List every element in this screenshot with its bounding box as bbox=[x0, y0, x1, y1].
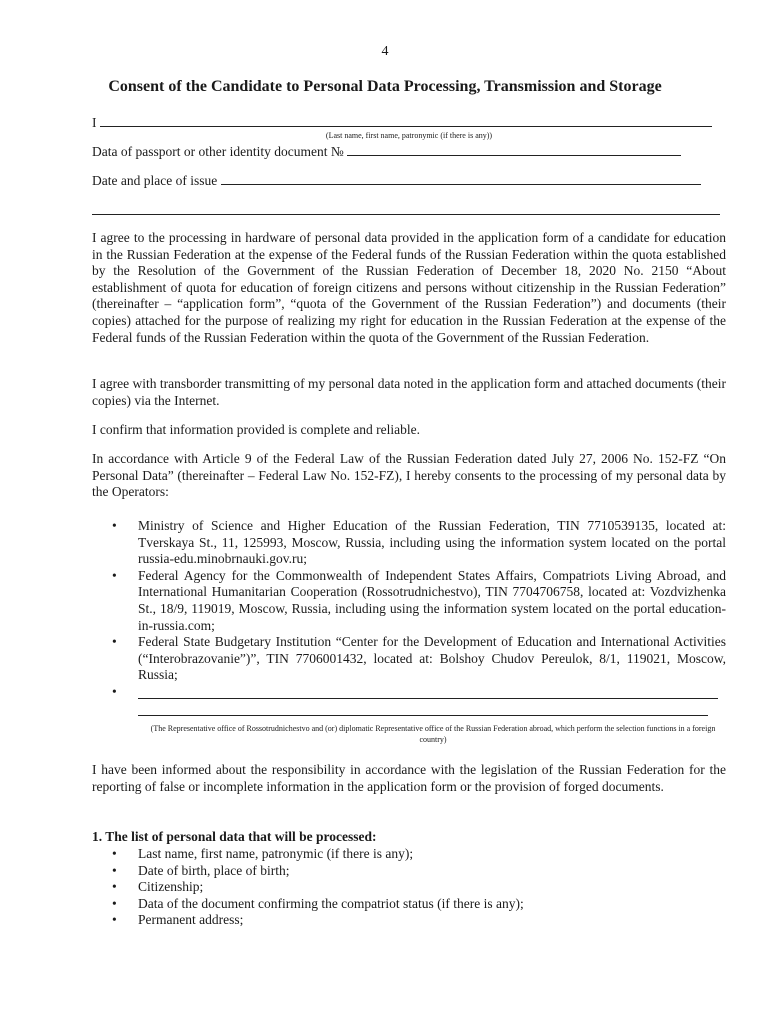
passport-field[interactable] bbox=[347, 143, 681, 156]
name-caption: (Last name, first name, patronymic (if there is any)) bbox=[325, 131, 493, 140]
list-item: • Last name, first name, patronymic (if there is any); bbox=[92, 846, 726, 863]
representative-field[interactable] bbox=[138, 686, 718, 699]
list-item: • Ministry of Science and Higher Education of the Russian Federation, TIN 7710539135, located at: Tverskaya St., 11, 125993, Moscow, Russia, including using the information system located on the portal russia-edu.minobrnauki.gov.ru; bbox=[92, 518, 726, 568]
passport-line bbox=[92, 143, 681, 160]
list-item: • Federal State Budgetary Institution “Center for the Development of Education and International Activities (“Interobrazovanie”)”, TIN 7706001432, located at: Bolshoy Chudov Pereulok, 8/1, 119021, Moscow, Russia; bbox=[92, 634, 726, 684]
list-item: • Federal Agency for the Commonwealth of Independent States Affairs, Compatriots Living Abroad, and International Humanitarian Cooperation (Rossotrudnichestvo), TIN 7704706758, located at: Vozdvizhenka St., 18/9, 119019, Moscow, Russia, including using the information system located on the portal education-in-russia.com; bbox=[92, 568, 726, 634]
personal-data-list bbox=[92, 846, 726, 929]
paragraph-accordance: In accordance with Article 9 of the Federal Law of the Russian Federation dated July 27, 2006 No. 152-FZ “On Personal Data” (thereinafter – Federal Law No. 152-FZ), I hereby consents to the processing of my personal data by the Operators: bbox=[92, 451, 726, 500]
issue-label: Date and place of issue bbox=[92, 173, 218, 188]
list-item bbox=[92, 684, 726, 704]
issue-line bbox=[92, 172, 701, 189]
paragraph-agree-processing: I agree to the processing in hardware of personal data provided in the application form of a candidate for education in the Russian Federation at the expense of the Federal funds of the Russian Federation within the quota established by the Resolution of the Government of the Russian Federation of December 18, 2020 No. 2150 “About establishment of quota for education of foreign citizens and persons without citizenship in the Russian Federation” (thereinafter – “application form”, “quota of the Government of the Russian Federation”) and documents (their copies) attached for the purpose of realizing my right for education in the Russian Federation at the expense of the Federal funds of the Russian Federation within the quota of the Government of the Russian Federation. bbox=[92, 230, 726, 345]
page-number: 4 bbox=[381, 44, 389, 59]
name-label: I bbox=[92, 115, 97, 130]
list-item: • Permanent address; bbox=[92, 912, 726, 929]
paragraph-transborder: I agree with transborder transmitting of my personal data noted in the application form and attached documents (their copies) via the Internet. bbox=[92, 376, 726, 408]
document-title: Consent of the Candidate to Personal Data Processing, Transmission and Storage bbox=[108, 78, 662, 95]
list-item: • Data of the document confirming the compatriot status (if there is any); bbox=[92, 896, 726, 913]
issue-field[interactable] bbox=[221, 172, 701, 185]
name-line bbox=[92, 114, 712, 131]
extra-field[interactable] bbox=[92, 202, 720, 215]
section1-heading: 1. The list of personal data that will be processed: bbox=[92, 829, 377, 844]
list-item: • Date of birth, place of birth; bbox=[92, 863, 726, 880]
name-field[interactable] bbox=[100, 114, 712, 127]
paragraph-informed: I have been informed about the responsibility in accordance with the legislation of the Russian Federation for the reporting of false or incomplete information in the application form or the provision of forged documents. bbox=[92, 762, 726, 794]
operators-list bbox=[92, 518, 726, 704]
extra-line bbox=[92, 202, 720, 219]
representative-caption: (The Representative office of Rossotrudnichestvo and (or) diplomatic Representative office of the Russian Federation abroad, which perform the selection functions in a foreign country) bbox=[150, 724, 716, 744]
paragraph-confirm: I confirm that information provided is complete and reliable. bbox=[92, 422, 421, 437]
list-item: • Citizenship; bbox=[92, 879, 726, 896]
passport-label: Data of passport or other identity document № bbox=[92, 144, 344, 159]
representative-underline bbox=[138, 715, 708, 716]
